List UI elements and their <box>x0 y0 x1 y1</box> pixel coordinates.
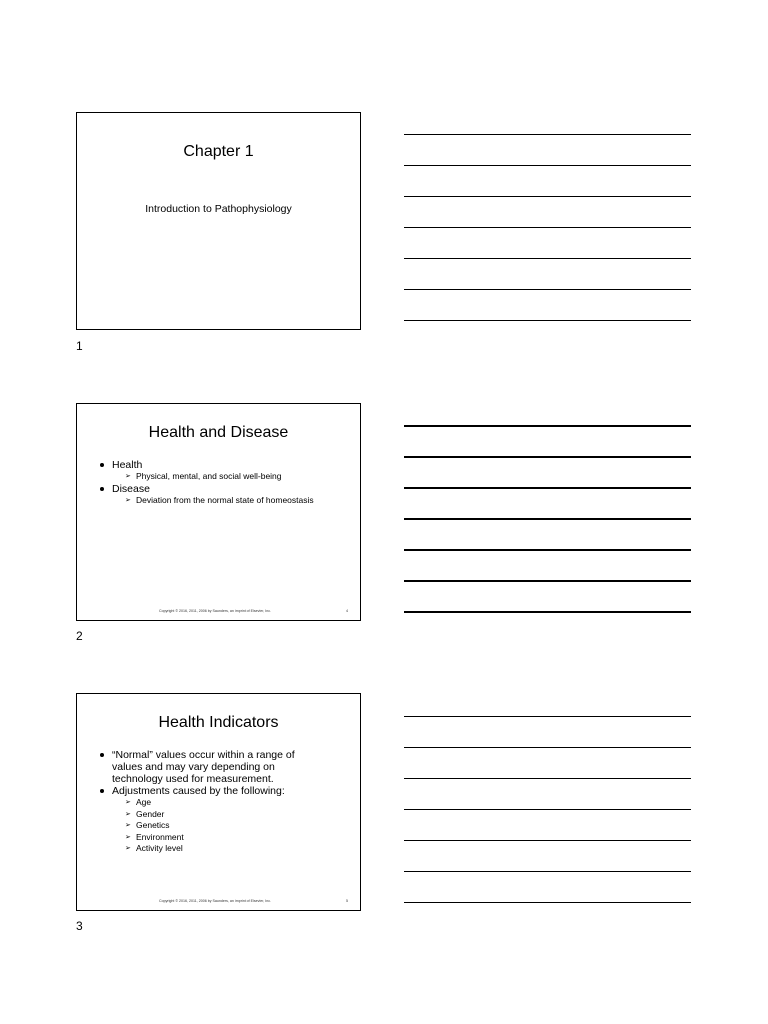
slide-subtitle: Introduction to Pathophysiology <box>145 203 292 215</box>
sub-bullet-text: Physical, mental, and social well-being <box>136 471 282 481</box>
note-line <box>404 840 691 841</box>
copyright-footer: Copyright © 2016, 2011, 2006 by Saunders, an imprint of Elsevier, Inc. <box>159 899 272 903</box>
bullet-item <box>99 749 320 785</box>
sub-bullet-text: Age <box>136 797 152 807</box>
arrow-bullet-icon: ➢ <box>125 473 131 480</box>
note-line <box>404 165 691 166</box>
note-line <box>404 809 691 810</box>
note-line <box>404 778 691 779</box>
arrow-bullet-icon: ➢ <box>125 822 131 829</box>
slide-page-number: 5 <box>346 899 348 903</box>
sub-bullet-item <box>112 832 320 844</box>
sub-bullet-item <box>112 820 320 832</box>
note-line <box>404 425 691 427</box>
note-line <box>404 196 691 197</box>
note-line <box>404 134 691 135</box>
bullet-item <box>99 785 320 855</box>
arrow-bullet-icon: ➢ <box>125 810 131 818</box>
arrow-bullet-icon: ➢ <box>125 496 131 504</box>
note-line <box>404 320 691 321</box>
bullet-list <box>99 459 348 506</box>
note-line <box>404 227 691 228</box>
slide-number: 3 <box>76 919 83 933</box>
sub-bullet-list <box>112 495 348 507</box>
note-line <box>404 580 691 582</box>
sub-bullet-item <box>112 843 320 855</box>
bullet-text: “Normal” values occur within a range of values and may vary depending on technology used for measurement. <box>112 749 295 785</box>
note-line <box>404 487 691 489</box>
bullet-item <box>99 483 348 507</box>
note-line <box>404 456 691 458</box>
slide-1-thumbnail <box>76 112 361 330</box>
sub-bullet-text: Activity level <box>136 843 183 853</box>
bullet-text: Adjustments caused by the following: <box>112 785 285 797</box>
slide-title: Chapter 1 <box>183 143 254 160</box>
note-line <box>404 549 691 551</box>
sub-bullet-text: Genetics <box>136 820 170 830</box>
bullet-text: Disease <box>112 482 150 495</box>
note-line <box>404 871 691 872</box>
note-line <box>404 289 691 290</box>
bullet-list <box>99 749 320 855</box>
sub-bullet-list <box>112 797 320 855</box>
slide-title: Health and Disease <box>148 424 289 441</box>
sub-bullet-text: Deviation from the normal state of homeostasis <box>136 494 314 505</box>
arrow-bullet-icon: ➢ <box>125 845 131 852</box>
note-line <box>404 716 691 717</box>
bullet-item <box>99 459 348 483</box>
slide-page-number: 4 <box>346 609 348 613</box>
note-line <box>404 747 691 748</box>
arrow-bullet-icon: ➢ <box>125 799 131 806</box>
note-line <box>404 611 691 613</box>
slide-number: 1 <box>76 339 83 353</box>
note-line <box>404 902 691 903</box>
note-line <box>404 518 691 520</box>
note-line <box>404 258 691 259</box>
slide-number: 2 <box>76 629 83 643</box>
copyright-footer: Copyright © 2016, 2011, 2006 by Saunders, an imprint of Elsevier, Inc. <box>159 609 272 613</box>
sub-bullet-item <box>112 471 348 483</box>
sub-bullet-text: Environment <box>136 831 184 842</box>
arrow-bullet-icon: ➢ <box>125 833 131 841</box>
slide-2-thumbnail <box>76 403 361 621</box>
slide-title: Health Indicators <box>158 714 279 731</box>
sub-bullet-list <box>112 471 348 483</box>
bullet-text: Health <box>112 459 143 471</box>
slide-3-thumbnail <box>76 693 361 911</box>
sub-bullet-item <box>112 797 320 809</box>
sub-bullet-text: Gender <box>136 808 165 819</box>
sub-bullet-item <box>112 495 348 507</box>
sub-bullet-item <box>112 809 320 821</box>
